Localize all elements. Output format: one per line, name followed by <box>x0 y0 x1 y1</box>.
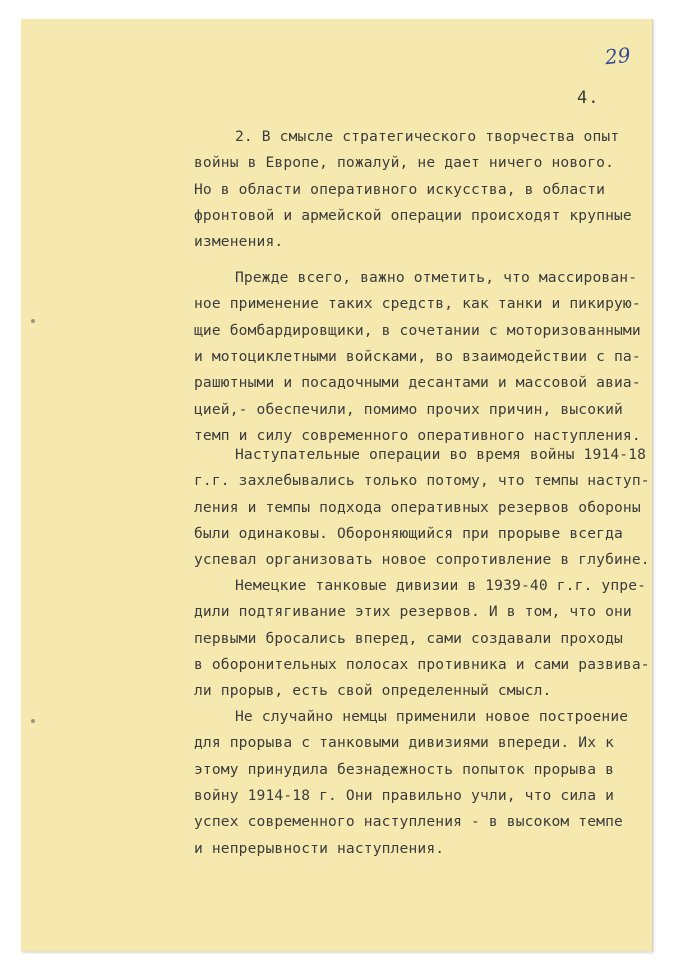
text-line: успех современного наступления - в высоком темпе <box>194 813 623 831</box>
text-line: 2. В смысле стратегического творчества опыт <box>235 128 620 145</box>
text-line: войну 1914-18 г. Они правильно учли, что сила и <box>194 786 615 804</box>
text-line: цией,- обеспечили, помимо прочих причин, высокий <box>194 400 623 418</box>
text-line: и мотоциклетными войсками, во взаимодействии с па- <box>194 347 641 365</box>
text-line: Не случайно немцы применили новое построение <box>235 708 629 725</box>
text-line: войны в Европе, пожалуй, не дает ничего нового. <box>194 154 615 172</box>
hole-punch-mark <box>31 319 35 323</box>
text-line: дили подтягивание этих резервов. И в том, что они <box>194 603 632 621</box>
text-line: темп и силу современного оперативного наступления. <box>194 426 641 444</box>
text-line: рашютными и посадочными десантами и массовой авиа- <box>194 374 641 392</box>
archive-page-stamp: 29 <box>603 42 632 70</box>
text-line: Но в области оперативного искусства, в области <box>194 180 606 198</box>
text-line: Немецкие танковые дивизии в 1939-40 г.г. упре- <box>235 577 647 594</box>
text-line: были одинаковы. Обороняющийся при прорыве всегда <box>194 524 623 542</box>
text-line: Наступательные операции во время войны 1914-18 <box>235 446 647 463</box>
text-line: изменения. <box>194 233 284 251</box>
text-line: и непрерывности наступления. <box>194 839 445 857</box>
text-line: щие бомбардировщики, в сочетании с моторизованными <box>194 321 641 339</box>
text-line: в оборонительных полосах противника и сами развива- <box>194 655 650 673</box>
text-line: успевал организовать новое сопротивление в глубине. <box>194 551 650 569</box>
text-line: этому принудила безнадежность попыток прорыва в <box>194 760 615 778</box>
text-line: ли прорыв, есть свой определенный смысл. <box>194 682 552 700</box>
text-line: фронтовой и армейской операции происходят крупные <box>194 206 632 224</box>
hole-punch-mark <box>31 719 35 723</box>
text-line: для прорыва с танковыми дивизиями впереди. Их к <box>194 734 615 752</box>
text-line: ное применение таких средств, как танки и пикирую- <box>194 295 641 313</box>
text-line: г.г. захлебывались только потому, что темпы наступ- <box>194 472 650 490</box>
text-line: первыми бросались вперед, сами создавали проходы <box>194 629 623 647</box>
text-line: ления и темпы подхода оперативных резервов обороны <box>194 498 641 516</box>
page-number: 4. <box>577 88 600 108</box>
text-line: Прежде всего, важно отметить, что массирован- <box>235 269 638 286</box>
